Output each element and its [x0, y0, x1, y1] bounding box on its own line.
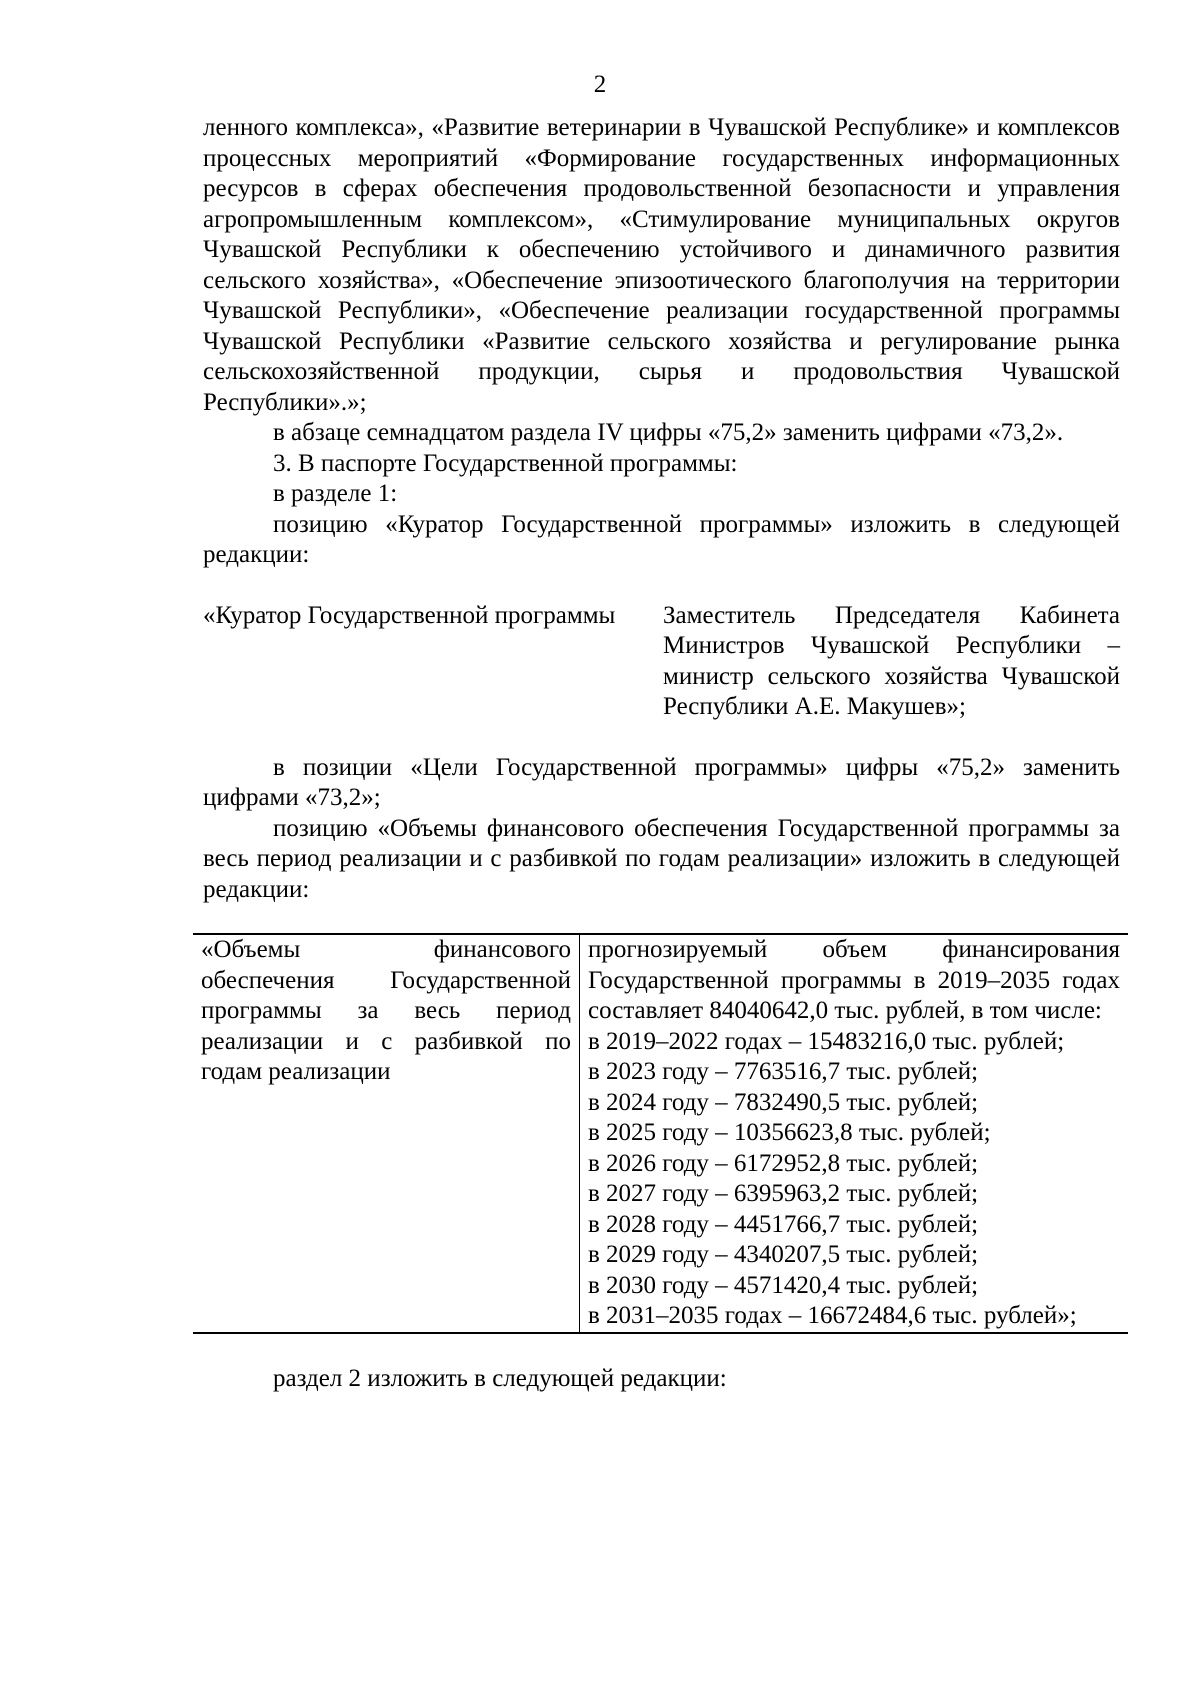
finance-line: в 2030 году – 4571420,4 тыс. рублей; [588, 1271, 979, 1299]
finance-line: в 2024 году – 7832490,5 тыс. рублей; [588, 1088, 979, 1116]
paragraph-curator-position: позицию «Куратор Государственной программы» изложить в следующей редакции: [203, 510, 1120, 568]
spacer [203, 723, 1120, 753]
paragraph-item-3: 3. В паспорте Государственной программы: [273, 449, 738, 477]
page-number: 2 [593, 71, 607, 98]
finance-line: в 2025 году – 10356623,8 тыс. рублей; [588, 1119, 991, 1146]
finance-line: в 2019–2022 годах – 15483216,0 тыс. рублей; [588, 1027, 1065, 1055]
finance-line: в 2028 году – 4451766,7 тыс. рублей; [588, 1210, 979, 1238]
finance-line: в 2029 году – 4340207,5 тыс. рублей; [588, 1241, 979, 1268]
intro-paragraph: ленного комплекса», «Развитие ветеринарии в Чувашской Республике» и комплексов процессных мероприятий «Формирование государственных информационных ресурсов в сферах обеспечения продовольственной безопасности и управления агропромышленным комплексом», «Стимулирование муниципальных округов Чувашской Республики к обеспечению устойчивого и динамичного развития сельского хозяйства», «Обеспечение эпизоотического благополучия на территории Чувашской Республики», «Обеспечение реализации государственной программы Чувашской Республики «Развитие сельского хозяйства и регулирование рынка сельскохозяйственной продукции, сырья и продовольствия Чувашской Республики».»; [203, 114, 1120, 416]
finance-line: в 2026 году – 6172952,8 тыс. рублей; [588, 1149, 979, 1177]
table-row [193, 934, 1128, 1333]
curator-label: «Куратор Государственной программы [203, 601, 616, 629]
spacer [203, 571, 1120, 601]
finance-intro: прогнозируемый объем финансирования Государственной программы в 2019–2035 годах составляет 84040642,0 тыс. рублей, в том числе: [588, 936, 1120, 1024]
finance-table [193, 933, 1128, 1334]
finance-label-cell: «Объемы финансового обеспечения Государственной программы за весь период реализации и с разбивкой по годам реализации [193, 934, 580, 1333]
finance-value-cell [580, 934, 1129, 1333]
curator-value: Заместитель Председателя Кабинета Министров Чувашской Республики – министр сельского хозяйства Чувашской Республики А.Е. Макушев»; [663, 601, 1120, 720]
finance-line: в 2027 году – 6395963,2 тыс. рублей; [588, 1180, 979, 1207]
paragraph-seventeenth-amendment: в абзаце семнадцатом раздела IV цифры «75,2» заменить цифрами «73,2». [273, 419, 1064, 446]
spacer [203, 905, 1120, 933]
paragraph-volumes-position: позицию «Объемы финансового обеспечения Государственной программы за весь период реализации и с разбивкой по годам реализации» изложить в следующей редакции: [203, 814, 1120, 903]
paragraph-goals: в позиции «Цели Государственной программы» цифры «75,2» заменить цифрами «73,2»; [203, 753, 1120, 811]
curator-block [203, 601, 1120, 723]
document-body [203, 113, 1120, 1394]
finance-line: в 2023 году – 7763516,7 тыс. рублей; [588, 1058, 979, 1085]
paragraph-section-1: в разделе 1: [273, 480, 398, 507]
finance-line: в 2031–2035 годах – 16672484,6 тыс. рублей»; [588, 1302, 1077, 1329]
paragraph-section-2: раздел 2 изложить в следующей редакции: [273, 1364, 727, 1392]
spacer [203, 1334, 1120, 1364]
